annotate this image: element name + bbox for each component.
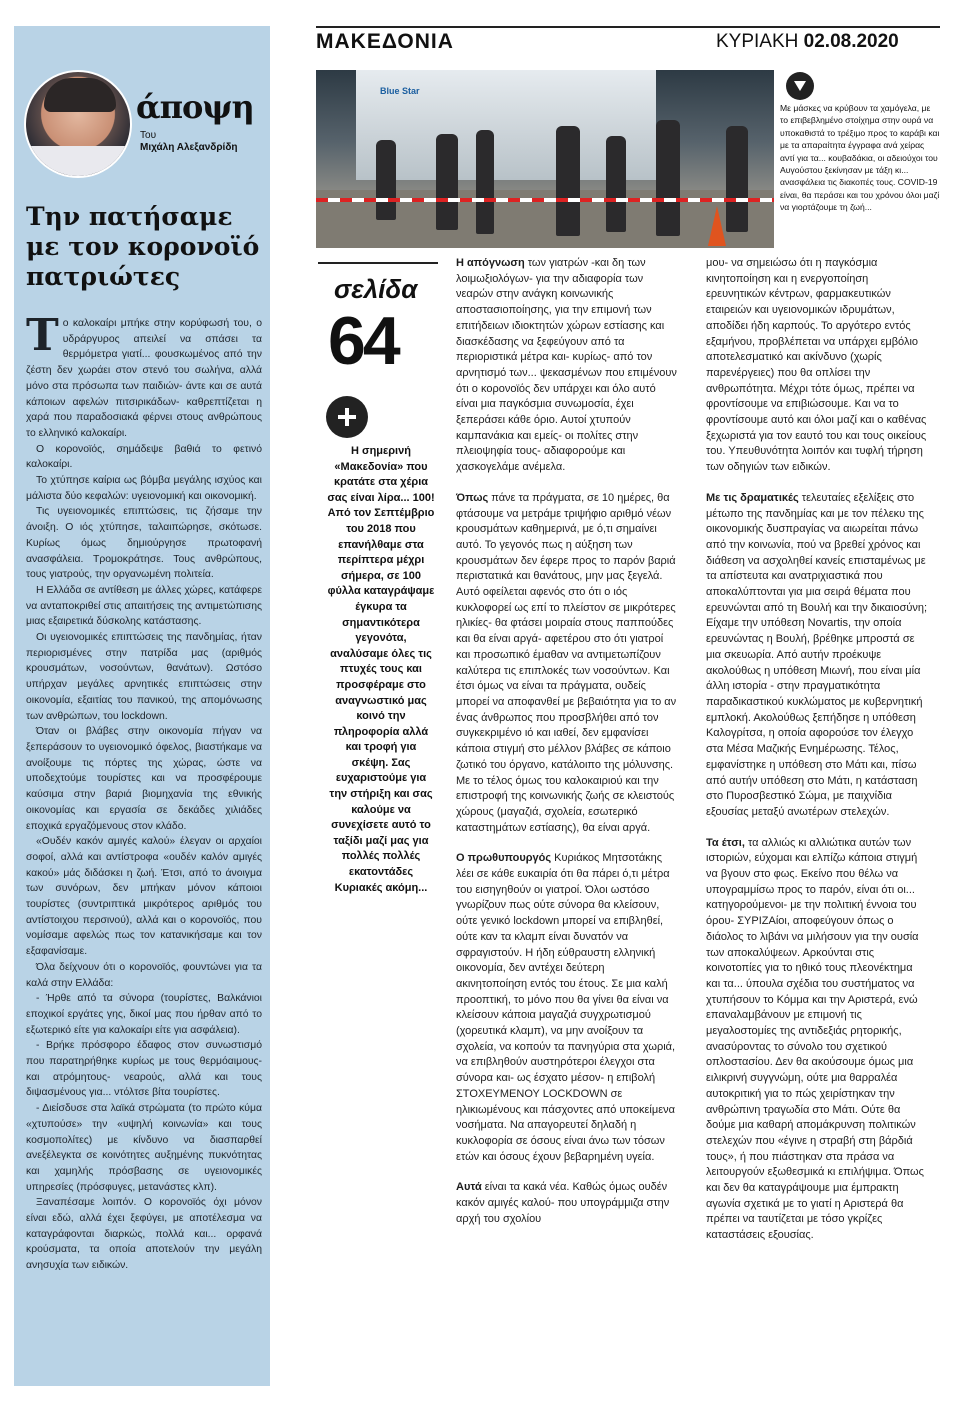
paragraph-lead: Αυτά — [456, 1181, 482, 1194]
opinion-paragraph: Τις υγειονομικές επιπτώσεις, τις ζήσαμε την άνοιξη. Ο ιός χτύπησε, ταλαιπώρησε, σκότωσε. Κυρίως όμως δημιούργησε πρωτοφανή ανασφάλεια. Τρομοκράτησε. Τους ανθρώπους, τους γιατρούς, την οργανωμένη πολιτεία. — [26, 506, 262, 581]
plus-icon — [326, 396, 368, 438]
article-column-a — [456, 256, 678, 1242]
passenger-figure — [376, 140, 396, 220]
arrow-down-icon — [786, 72, 814, 100]
passenger-figure — [436, 134, 458, 230]
paragraph-text: των γιατρών -και δη των λοιμωξιολόγων- για την αδιαφορία των νεαρών στην ανάγκη κοινωνικής αποστασιοποίησης, για την επιμονή των επιτήδειων ιδιοκτητών χώρων εστίασης και διασκέδασης να ξεφεύγουν από τα περιοριστικά μέτρα και- κυρίως- από τον αρνητισμό των... ψεκασμένων που επιμένουν ότι ο κορονοϊός δεν υπάρχει και όλο αυτό είναι μια παγκόσμια συνωμοσία, έχει ξεπεράσει κάθε όριο. Αυτοί χτυπούν καμπανάκια και εμείς- οι πολίτες στην πλειοψηφία τους- αδιαφορούμε και χασκογελάμε ανέμελα. — [456, 257, 677, 474]
issue-date — [716, 31, 899, 53]
passenger-figure — [726, 126, 748, 232]
article-paragraph — [456, 491, 678, 836]
author-photo — [24, 70, 132, 178]
opinion-paragraph: - Βρήκε πρόσφορο έδαφος στον συνωστισμό που παρατηρήθηκε κυρίως με τους θερμόαιμους- και ατρόμητους- νεαρούς, αλλά και τους διψασμένους για... ντόλτσε βίτα τουρίστες. — [26, 1040, 262, 1099]
photo-caption: Με μάσκες να κρύβουν τα χαμόγελα, με το επιβεβλημένο στοίχημα στην ουρά να υποκαθιστά το τρέξιμο προς το καράβι και με τα απαραίτητα έγγραφα ανά χείρας αντί για τα... κουβαδάκια, οι αδειούχοι του Αυγούστου ξεκίνησαν με τάξη κι... ανασφάλεια τις διακοπές τους. COVID-19 είναι, θα περάσει και του χρόνου όλοι μαζί να γιορτάζουμε τη ζωή... — [780, 103, 940, 213]
paragraph-text: είναι τα κακά νέα. Καθώς όμως ουδέν κακόν αμιγές καλού- που υπογράμμιζα στην αρχή του σχολίου — [456, 1181, 670, 1225]
issue-date-value: 02.08.2020 — [803, 31, 899, 52]
paragraph-lead: Η απόγνωση — [456, 257, 525, 269]
opinion-paragraph: Το χτύπησε καίρια ως βόμβα μεγάλης ισχύος και μάλιστα δύο κεφαλών: υγειονομική και οικονομική. — [26, 475, 262, 502]
author-name: Μιχάλη Αλεξανδρίδη — [140, 142, 238, 153]
opinion-paragraph: «Ουδέν κακόν αμιγές καλού» έλεγαν οι αρχαίοι σοφοί, αλλά και αντίστροφα «ουδέν καλόν αμιγές κακού» μάς διδάσκει η ζωή. Έτσι, από το άνοιγμα των συνόρων, δεν μπήκαν μόνον κάποιοι τουρίστες (συντριπτικά μικρότερος αριθμός του αντίστοιχου περσινού), αλλά και ο κορονοϊός, που νομίσαμε αφελώς πως τον κατανικήσαμε και τον εξαφανίσαμε. — [26, 836, 262, 958]
promo-rule — [318, 262, 438, 264]
article-paragraph — [706, 491, 928, 821]
opinion-label: άποψη — [136, 88, 254, 126]
passenger-figure — [556, 126, 580, 236]
paragraph-lead: Ο πρωθυπουργός — [456, 852, 552, 865]
article-column-b — [706, 256, 928, 1259]
opinion-paragraph: Οι υγειονομικές επιπτώσεις της πανδημίας, ήταν περιορισμένες στην πατρίδα μας (αριθμός κρουσμάτων, νοσούντων, θανάτων). Ωστόσο υπήρχαν μεγάλες αρνητικές επιπτώσεις στην οικονομία, εξαιτίας του πανικού, της απομόνωσης των ανθρώπων, του lockdown. — [26, 632, 262, 722]
paragraph-lead: Με τις δραματικές — [706, 491, 799, 504]
author-prefix: Του — [140, 130, 157, 141]
news-photo — [316, 70, 774, 248]
paragraph-text: Κυριάκος Μητσοτάκης λέει σε κάθε ευκαιρία ότι θα πάρει ό,τι μέτρα του εισηγηθούν οι γιατροί. Όλοι ωστόσο γνωρίζουν πως ούτε σύνορα θα κλείσουν, ούτε γενικό lockdown μπορεί να επιβληθεί, ούτε καν τα κλαμπ είναι δυνατόν να σφραγιστούν. Η ήδη εύθραυστη ελληνική οικονομία, δεν αντέχει δεύτερη ακινητοποίηση εντός του έτους. Σε μια καλή προοπτική, το μόνο που θα γίνει θα είναι να κλείσουν κάποια μαγαζιά συγχρωτισμού (χορευτικά κλαμπ), να μην ανοίξουν τα σχολεία, να κοπούν τα πανηγύρια στα χωριά, να επιβληθούν αυστηρότεροι έλεγχοι στα σύνορα και- ως έσχατο μέσον- η επιβολή ΣΤΟΧΕΥΜΕΝΟΥ LOCKDOWN σε ηλικιωμένους και πάσχοντες από υποκείμενα νοσήματα. Να απαγορευτεί δηλαδή η κυκλοφορία σε όσους είναι άνω των τόσων ετών και όσους έχουν βεβαρημένη υγεία. — [456, 852, 676, 1163]
paragraph-lead: Όπως — [456, 491, 489, 504]
article-paragraph — [456, 256, 678, 476]
promo-kicker: σελίδα — [334, 274, 418, 304]
paragraph-lead: Τα έτσι, — [706, 836, 745, 849]
article-paragraph — [706, 836, 928, 1244]
opinion-paragraph: - Διείσδυσε στα λαϊκά στρώματα (το πρώτο κύμα «χτυπούσε» την «υψηλή κοινωνία» και τους κοσμοπολίτες) με κίνδυνο να διασπαρθεί ανεξέλεγκτα σε κοινότητες αυξημένης πυκνότητας και χαμηλής πρόσβασης σε υγειονομικές υπηρεσίες (πρόσφυγες, μετανάστες κλπ). — [26, 1103, 262, 1193]
article-paragraph — [706, 256, 928, 476]
masthead-rule — [316, 26, 940, 28]
passenger-figure — [476, 130, 494, 234]
passenger-figure — [606, 136, 626, 232]
opinion-paragraph: ο καλοκαίρι μπήκε στην κορύφωσή του, ο υδράργυρος απειλεί να σπάσει τα θερμόμετρα γιατί... φουσκωμένος από την ζέστη δεν χωράει στον στενό του σωλήνα, αλλά μόνο στα πρόσωπα των παιδιών- άντε και σε αυτά κάποιων αφελών πιτσιρικάδων- καθρεπτίζεται η χαρά που παραδοσιακά φέρνει στους ανθρώπους το ελληνικό καλοκαίρι. — [26, 318, 262, 439]
paper-name: ΜΑΚΕΔΟΝΙΑ — [316, 30, 454, 53]
dropcap: Τ — [26, 310, 59, 361]
paragraph-text: τα αλλιώς κι αλλιώτικα αυτών των ιστοριών, εύχομαι και ελπίζω κάποια στιγμή να βγουν στο φως. Εκείνο που θέλω να υπογραμμίσω προς το παρόν, είναι ότι οι... κατηγορούμενοι- με την πολιτική έννοια του όρου- ΣΥΡΙΖΑίοι, αποφεύγουν όπως ο διάολος το λιβάνι να μιλήσουν για την ουσία των αποκαλύψεων. Αρκούνται στις κοινοτοπίες για το ηθικό τους πλεονέκτημα και τα... ύπουλα σχέδια του συστήματος να χτυπήσουν το Κόμμα και την Αριστερά, ενώ επαναλαμβάνουν με επιμονή τις μεγαλοστομίες της αντιδεξιάς ρητορικής, ανασύροντας το σύνολο του σχετικού οπλοστασίου. Δεν θα ακούσουμε όμως μια ειλικρινή συγγνώμη, ούτε μια θαρραλέα αυτοκριτική για το πώς χειρίστηκαν την ανθρώπινη τραγωδία στο Μάτι. Ούτε θα δούμε μια καθαρή απομάκρυνση πολιτικών στελεχών που «έγινε η στραβή στη βάρδιά τους», ή που πιάστηκαν στα πράσα να λειτουργούν εξωθεσμικά κι επιλήψιμα. Όπως και δεν θα καταγράψουμε μια έμπρακτη αγωνία σχετικά με το γιατί η Αριστερά θα πρέπει να ταυτίζεται με τόσο γκρίζες καταστάσεις εξουσίας. — [706, 836, 924, 1242]
opinion-body — [26, 310, 262, 1274]
opinion-headline: Την πατήσαμε με τον κορονοϊό πατριώτες — [26, 202, 260, 291]
opinion-paragraph: - Ήρθε από τα σύνορα (τουρίστες, Βαλκάνιοι εποχικοί εργάτες γης, δικοί μας που ήρθαν από το εξωτερικό είτε για καλοκαίρι είτε για ασφάλεια). — [26, 993, 262, 1036]
passenger-figure — [656, 120, 680, 236]
traffic-cone — [708, 206, 726, 246]
barrier-tape — [316, 198, 774, 202]
promo-text: Η σημερινή «Μακεδονία» που κρατάτε στα χέρια σας είναι λίρα... 100! Από τον Σεπτέμβριο του 2018 που επανήλθαμε στα περίπτερα μέχρι σήμερα, σε 100 φύλλα καταγράψαμε έγκυρα τα σημαντικότερα γεγονότα, αναλύσαμε όλες τις πτυχές τους και προσφέραμε στο αναγνωστικό μας κοινό την πληροφορία αλλά και τροφή για σκέψη. Σας ευχαριστούμε για την στήριξη και σας καλούμε να συνεχίσετε αυτό το ταξίδι μαζί μας για πολλές πολλές εκατοντάδες Κυριακές ακόμη... — [327, 445, 435, 894]
paragraph-text: μου- να σημειώσω ότι η παγκόσμια κινητοποίηση και η ενεργοποίηση ερευνητικών κέντρων, φαρμακευτικών εταιρειών και υγειονομικών ιδρυμάτων, αποδίδει ήδη καρπούς. Το αργότερο εντός εξαμήνου, προβλέπεται να υπάρχει εμβόλιο αποτελεσματικό και ακίνδυνο (χωρίς παρενέργειες) που θα οπλίσει την ανθρωπότητα. Μέχρι τότε όμως, πρέπει να φροντίσουμε να επιβιώσουμε. Και να το φροντίσουμε αυτό και όλοι μαζί και ο καθένας ξεχωριστά για τον εαυτό του και τους οικείους του. Υπευθυνότητα λοιπόν και τυφλή τήρηση των οδηγιών των ειδικών. — [706, 257, 927, 474]
ship-label: Blue Star — [380, 86, 420, 96]
opinion-paragraph: Η Ελλάδα σε αντίθεση με άλλες χώρες, κατάφερε να ανταποκριθεί στις απαιτήσεις της αντιμετώπισης μιας εξαιρετικά δύσκολης κατάστασης. — [26, 584, 262, 628]
paragraph-text: τελευταίες εξελίξεις στο μέτωπο της πανδημίας και με τον πέλεκυ της οικονομικής δυσπραγίας να αιωρείται πάνω από την κοινωνία, πού να βρεθεί χρόνος και διάθεση να ασχοληθεί κανείς επισταμένως με τα απίστευτα και ανατριχιαστικά που αποκαλύπτονται για μια σειρά θέματα που ερευνώνται από τη Βουλή και την δικαιοσύνη; Είχαμε την υπόθεση Novartis, την οποία ερευνώντας η Βουλή, βρέθηκε μπροστά σε μια σκευωρία. Από αυτήν προέκυψε ακολούθως η υπόθεση Μιωνή, που είναι μία άλλη ιστορία - στην πραγματικότητα παραδικαστικού κυκλώματος με κυβερνητική εμπλοκή. Ακολούθως ξεπήδησε η υπόθεση Καλογρίτσα, η οποία αφορούσε τον έλεγχο στα Μέσα Μαζικής Ενημέρωσης. Τέλος, εμφανίστηκε η υπόθεση στο Μάτι και, πίσω από αυτήν υπόθεση στο Μάτι, η κατάσταση στο Πυροσβεστικό Σώμα, με παιχνίδια εξουσίας μεταξύ ανωτέρων στελεχών. — [706, 491, 928, 818]
paragraph-text: πάνε τα πράγματα, σε 10 ημέρες, θα φτάσουμε να μετράμε τριψήφιο αριθμό νέων κρουσμάτων καθημερινά, με ό,τι σημαίνει αυτό. Το γεγονός πως η αύξηση των κρουσμάτων δεν έφερε προς το παρόν βαριά περιστατικά και θανάτους, μην μας ξεγελά. Αυτό οφείλεται αφενός στο ότι ο ιός κυκλοφορεί ως επί το πλείστον σε μικρότερες ηλικίες- θα φτάσει μοιραία στους παππούδες και θα είναι αργά- αφετέρου στο ότι γιατροί και προσωπικό έμαθαν να αντιμετωπίζουν καλύτερα τις επιπλοκές των νοσούντων. Και έτσι όμως να είναι τα πράγματα, ουδείς μπορεί να αποφανθεί με βεβαιότητα για το αν ένας άνθρωπος που προσβλήθει από τον συγκεκριμένο ιό και ιαθεί, δεν εμφανίσει κάποια στιγμή στο μέλλον βλάβες σε κάποιο ζωτικό του όργανο, κατάλοιπο της μόλυνσης. Με το τέλος όμως του καλοκαιριού και την επιστροφή της κοινωνικής ζωής σε κλειστούς χώρους (μαγαζιά, σχολεία, εσωτερικό καταστημάτων εστίασης), θα είναι αργά. — [456, 491, 677, 834]
opinion-paragraph: Ο κορονοϊός, σημάδεψε βαθιά το φετινό καλοκαίρι. — [26, 443, 262, 471]
article-paragraph — [456, 851, 678, 1165]
promo-page-number: 64 — [328, 303, 398, 379]
opinion-paragraph: Ξαναπέσαμε λοιπόν. Ο κορονοϊός όχι μόνον είναι εδώ, αλλά έχει ξεφύγει, με αποτέλεσμα να καταγράφονται διαρκώς, πολλά και... ορφανά κρούσματα, τα οποία αποτελούν την μεγάλη ανησυχία των ειδικών. — [26, 1197, 262, 1272]
article-paragraph — [456, 1180, 678, 1227]
opinion-paragraph: Όταν οι βλάβες στην οικονομία πήγαν να ξεπεράσουν το υγειονομικό όφελος, βιαστήκαμε να ανοίξουμε τις πόρτες της χώρας, ώστε να υποδεχτούμε τουρίστες και να προσφέρουμε καύσιμα στην βαριά βιομηχανία της εθνικής οικονομίας και εργασία σε δεκάδες χιλιάδες εποχικά εργαζόμενους στον κλάδο. — [26, 726, 262, 832]
opinion-paragraph: Όλα δείχνουν ότι ο κορονοϊός, φουντώνει για τα καλά στην Ελλάδα: — [26, 961, 262, 989]
opinion-column — [14, 26, 270, 1386]
issue-day: ΚΥΡΙΑΚΗ — [716, 31, 799, 52]
